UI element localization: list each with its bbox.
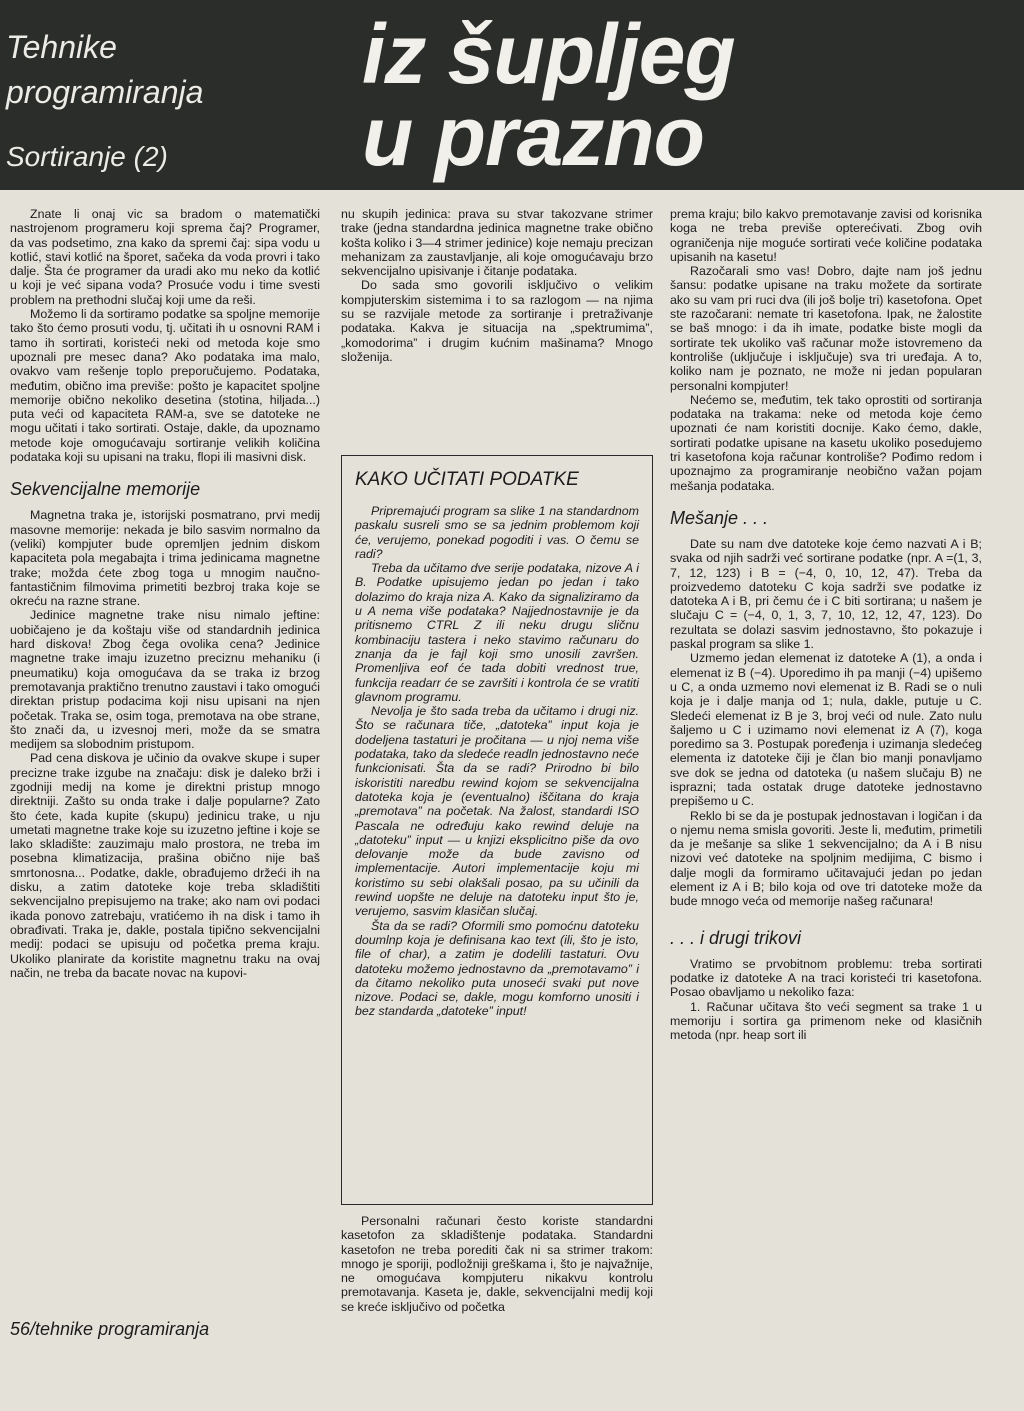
paragraph: Vratimo se prvobitnom problemu: treba sortirati podatke iz datoteke A na traci koristeći tri kasetofona. Posao obavljamo u nekoliko faza:	[670, 956, 982, 1000]
masthead	[0, 0, 1024, 190]
subheading-sequential-memory: Sekvencijalne memorije	[10, 479, 201, 500]
article-title-line2: u prazno	[362, 89, 704, 183]
article-title-line1: iz šupljeg	[362, 7, 735, 101]
column-2-bottom	[341, 1214, 653, 1314]
sidebar-paragraph: Pripremajući program sa slike 1 na standardnom paskalu susreli smo se sa jednim problemom koji će, verujemo, ponekad pogoditi i vas. O čemu se radi?	[355, 504, 639, 561]
paragraph: Date su nam dve datoteke koje ćemo nazvati A i B; svaka od njih sadrži već sortirane podatke (npr. A =(1, 3, 7, 12, 123) i B = (−4, 0, 10, 12, 47). Treba da proizvedemo datoteku C koja sadrži sve podatke iz datoteka A i B, pri čemu će i C biti sortirana; u našem je slučaju C = (−4, 0, 1, 3, 7, 10, 12, 12, 47, 123). Do rezultata se dolazi sasvim jednostavno, što pokazuje i paskal program sa slike 1.	[670, 536, 982, 652]
paragraph: Reklo bi se da je postupak jednostavan i logičan i da o njemu nema smisla govoriti. Jeste li, međutim, primetili da je mešanje sa slike 1 sekvencijalno; da A i B nisu nizovi već datoteke na spoljnim medijima, C bismo i dalje mogli da formiramo učitavajući jedan po jedan element iz A i B; bilo koja od ove tri datoteke može da bude mnogo veća od memorije našeg računara!	[670, 808, 982, 909]
sidebar-paragraph: Nevolja je što sada treba da učitamo i drugi niz. Što se računara tiče, „datoteka” input koja je dodeljena tastaturi je pročitana — u njoj nema više podataka, tako da sledeće readln jednostavno neće funkcionisati. Šta da se radi? Prirodno bi bilo iskoristiti naredbu rewind kojom se sekvencijalna datoteka koja je (eventualno) iščitana do kraja „premotava” na početak. Na žalost, standardi ISO Pascala ne određuju kako rewind deluje na „datoteku” input — u knjizi eksplicitno piše da ovo delovanje može da bude zavisno od implementacije. Autori implementacije koju mi koristimo su sebi olakšali posao, pa su učinili da rewind uopšte ne deluje na datoteku input što je, verujemo, sasvim klasičan slučaj.	[355, 704, 639, 919]
paragraph: Možemo li da sortiramo podatke sa spoljne memorije tako što ćemo prosuti vodu, tj. učitati ih u osnovni RAM i tamo ih sortirati, koristeći neki od metoda koje smo upoznali pre mesec dana? Ako podataka ima malo, ovakvo vam rešenje toplo preporučujemo. Podataka, međutim, obično ima previše: pošto je kapacitet spoljne memorije obično nekoliko desetina (stotina, hiljada...) puta veći od kapaciteta RAM-a, sve se datoteke ne mogu učitati i tako sortirati. Ostaje, dakle, da upoznamo metode koje omogućavaju sortiranje velikih količina podataka koji su upisani na traku, flopi ili masivni disk.	[10, 307, 320, 465]
paragraph: Jedinice magnetne trake nisu nimalo jeftine: uobičajeno je da koštaju više od standardnih jedinica hard diskova! Zbog čega ovolika cena? Jedinice magnetne trake imaju izuzetno preciznu mehaniku (i pneumatiku) koja omogućava da se traka iz brzog premotavanja praktično trenutno zaustavi i tako omogući direktan pristup podacima koji nisu upisani na njen početak. Traka se, osim toga, premotava na obe strane, što znači da, u izvesnoj meri, može da se smatra medijem sa slobodnim pristupom.	[10, 608, 320, 752]
sidebar-title: KAKO UČITATI PODATKE	[355, 469, 579, 490]
sidebar-paragraph: Treba da učitamo dve serije podataka, nizove A i B. Podatke upisujemo jedan po jedan i tako dolazimo do kraja niza A. Kako da signaliziramo da u A nema više podataka? Najjednostavnije je da pritisnemo CTRL Z ili neku drugu sličnu kombinaciju tastera i neko stavimo računaru do znanja da je fajl koji smo unosili završen. Promenljiva eof će tada dobiti vrednost true, funkcija readarr će se završiti i kontrola će se vratiti glavnom programu.	[355, 561, 639, 704]
section-title-line2: programiranja	[6, 74, 204, 110]
sidebar-box	[341, 455, 653, 1205]
subheading-other-tricks: . . . i drugi trikovi	[670, 927, 802, 948]
paragraph: Pad cena diskova je učinio da ovakve skupe i super precizne trake izgube na značaju: disk je daleko brži i zgodniji medij na kome je direktni pristup mnogo direktniji. Zašto su onda trake i dalje popularne? Zato što ćete, kada kupite (skupu) jedinicu trake, u nju umetati magnetne trake koje su izuzetno jeftine i koje se lako skladište: zauzimaju malo prostora, ne treba im posebna klimatizacija, prašina obično nije baš smrtonosna... Podatke, dakle, obrađujemo držeći ih na disku, a zatim datoteke koje treba skladištiti sekvencijalno prepisujemo na trake; ako nam ovi podaci ikada ponovo zatrebaju, vratićemo ih na disk i tamo ih obrađivati. Traka je, dakle, postala tipično sekvencijalni medij: podaci se upisuju od početka prema kraju. Ukoliko planirate da koristite magnetnu traku na ovaj način, ne treba da bacate novac na kupovi-	[10, 751, 320, 980]
sidebar-paragraph: Šta da se radi? Oformili smo pomoćnu datoteku doumlnp koja je definisana kao text (ili, što je isto, file of char), a zatim je dodelili tastaturi. Ovu datoteku možemo jednostavno da „premotavamo” i da čitamo nekoliko puta unoseći svaki put nove nizove. Podaci se, dakle, mogu komforno unositi i bez standarda „datoteke” input!	[355, 918, 639, 1019]
section-title-line1: Tehnike	[6, 29, 117, 65]
column-3	[670, 207, 982, 1042]
paragraph: Magnetna traka je, istorijski posmatrano, prvi medij masovne memorije: nekada je bilo sasvim normalno da (veliki) kompjuter bude opremljen jednim diskom kapaciteta pola megabajta i trima jedinicama magnetne trake; možda ćete zbog toga u mnogim naučno-fantastičnim filmovima primetiti bezbroj traka koje se okreću na razne strane.	[10, 508, 320, 609]
column-2-top	[341, 207, 653, 364]
paragraph: nu skupih jedinica: prava su stvar takozvane strimer trake (jedna standardna jedinica magnetne trake obično košta koliko i 3—4 strimer jedinice) koje nemaju precizan mehanizam za zaustavljanje, ali koje omogućavaju brzo sekvencijalno upisivanje i čitanje podataka.	[341, 207, 653, 279]
subheading-merging: Mešanje . . .	[670, 507, 769, 528]
section-subtitle: Sortiranje (2)	[6, 141, 168, 172]
paragraph: Znate li onaj vic sa bradom o matematički nastrojenom programeru koji sprema čaj? Programer, da vas podsetimo, zna kako da spremi čaj: sipa vodu u kotlić, stavi kotlić na šporet, sačeka da voda provri i tako dalje. Šta će programer da uradi ako mu neko da kotlić u koji je već sipana voda? Prosuće vodu i time svesti problem na prethodni slučaj koji ume da reši.	[10, 207, 320, 307]
paragraph: Uzmemo jedan elemenat iz datoteke A (1), a onda i elemenat iz B (−4). Uporedimo ih pa manji (−4) upišemo u C, a onda uzmemo novi elemenat iz B. Radi se o nuli koja je i dalje manja od 1; nula, dakle, putuje u C. Sledeći elemenat iz B je 3, broj veći od nule. Zato nulu šaljemo u C i uzimamo novi elemenat iz A (7), koga poredimo sa 3. Postupak poređenja i uzimanja sledećeg elementa iz datoteke čiji je član bio manji ponavljamo sve dok se jedna od datoteka (u našem slučaju B) ne isprazni; tada ostatak druge datoteke jednostavno prepišemo u C.	[670, 651, 982, 809]
paragraph: prema kraju; bilo kakvo premotavanje zavisi od korisnika koga ne treba previše opterećivati. Zbog ovih ograničenja nije moguće sortirati veće količine podataka upisanih na kasetu!	[670, 207, 982, 264]
paragraph: Razočarali smo vas! Dobro, dajte nam još jednu šansu: podatke upisane na traku možete da sortirate ako su vam pri ruci dva (ili još bolje tri) kasetofona. Opet ste razočarani: nemate tri kasetofona. Ipak, ne žalostite se baš mnogo: i da ih imate, podatke biste mogli da sortirate tek ukoliko vaš računar može istovremeno da kontroliše (uključuje i isključuje) sva tri uređaja. A to, koliko nam je poznato, ne može ni jedan popularan personalni kompjuter!	[670, 264, 982, 393]
paragraph: Nećemo se, međutim, tek tako oprostiti od sortiranja podataka na trakama: neke od metoda koje ćemo upoznati će nam koristiti docnije. Kako ćemo, dakle, sortirati podatke upisane na kasetu ukoliko posedujemo tri kasetofona koja računar kontroliše? Pođimo redom i upoznajmo za programiranje neobično važan pojam mešanja podataka.	[670, 392, 982, 493]
paragraph: Personalni računari često koriste standardni kasetofon za skladištenje podataka. Standardni kasetofon ne treba porediti čak ni sa strimer trakom: mnogo je sporiji, podložniji greškama i, što je najvažnije, ne omogućava kompjuteru nikakvu kontrolu premotavanja. Kaseta je, dakle, sekvencijalni medij koji se kreće isključivo od početka	[341, 1214, 653, 1314]
column-1	[10, 207, 320, 980]
page-footer: 56/tehnike programiranja	[10, 1319, 210, 1339]
paragraph: 1. Računar učitava što veći segment sa trake 1 u memoriju i sortira ga primenom neke od klasičnih metoda (npr. heap sort ili	[670, 999, 982, 1043]
paragraph: Do sada smo govorili isključivo o velikim kompjuterskim sistemima i to sa razlogom — na njima su se razvijale metode za sortiranje i pretraživanje podataka. Kakva je situacija na „spektrumima”, „komodorima” i drugim kućnim mašinama? Mnogo složenija.	[341, 278, 653, 364]
